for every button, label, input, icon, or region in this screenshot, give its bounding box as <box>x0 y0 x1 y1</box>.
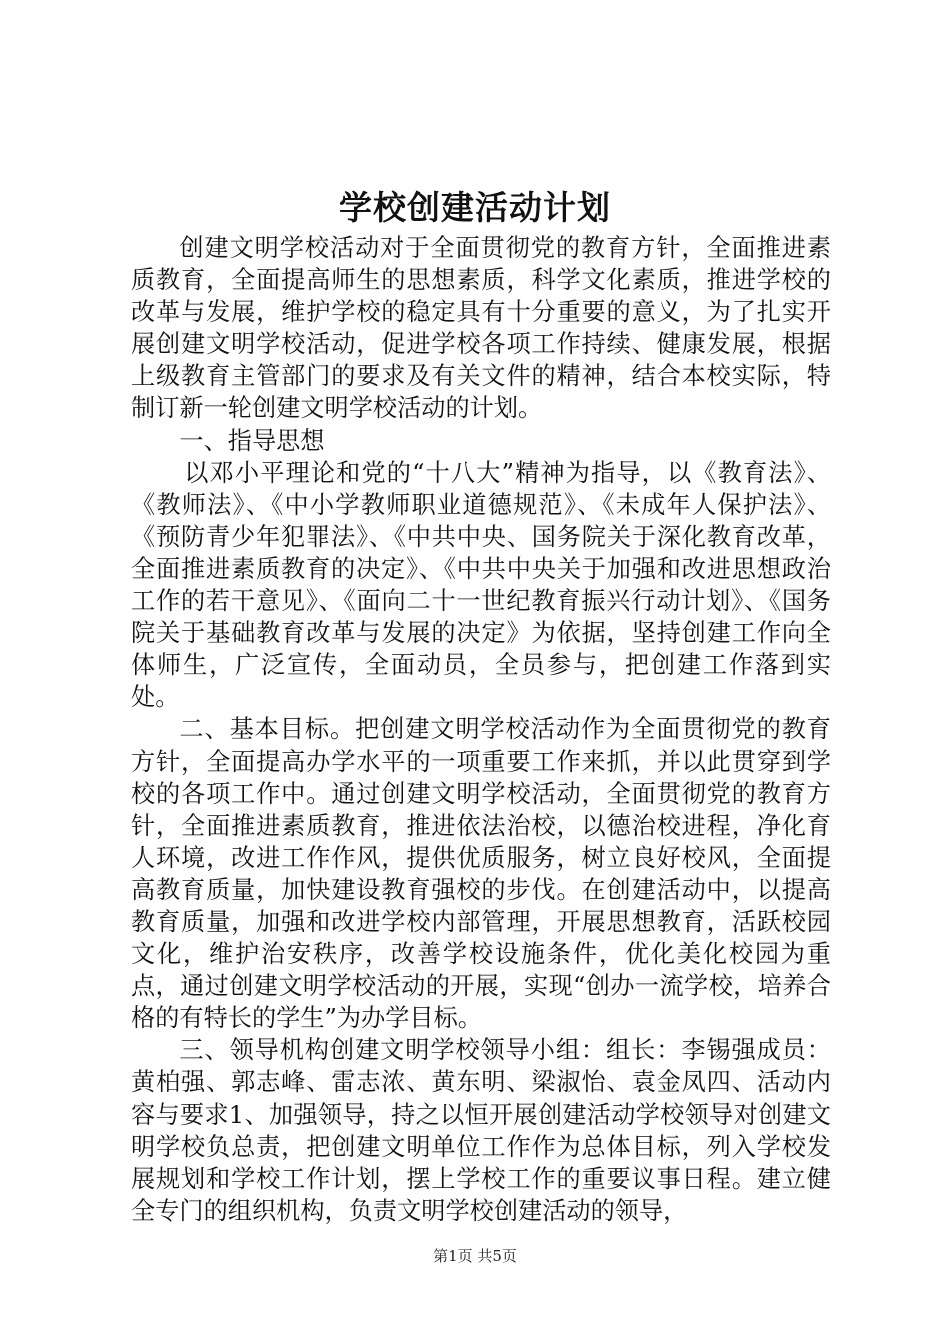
leadership-paragraph: 三、领导机构创建文明学校领导小组：组长：李锡强成员：黄柏强、郭志峰、雷志浓、黄东明、梁淑怡、袁金凤四、活动内容与要求1、加强领导，持之以恒开展创建活动学校领导对创建文明学校负总责，把创建文明单位工作作为总体目标，列入学校发展规划和学校工作计划，摆上学校工作的重要议事日程。建立健全专门的组织机构，负责文明学校创建活动的领导， <box>131 1036 831 1225</box>
page-number-footer: 第1页 共5页 <box>433 1247 517 1265</box>
document-title: 学校创建活动计划 <box>339 188 611 227</box>
basic-goals-paragraph: 二、基本目标。把创建文明学校活动作为全面贯彻党的教育方针，全面提高办学水平的一项重要工作来抓，并以此贯穿到学校的各项工作中。通过创建文明学校活动，全面贯彻党的教育方针，全面推进素质教育，推进依法治校，以德治校进程，净化育人环境，改进工作作风，提供优质服务，树立良好校风，全面提高教育质量，加快建设教育强校的步伐。在创建活动中，以提高教育质量，加强和改进学校内部管理，开展思想教育，活跃校园文化，维护治安秩序，改善学校设施条件，优化美化校园为重点，通过创建文明学校活动的开展，实现“创办一流学校，培养合格的有特长的学生”为办学目标。 <box>131 715 831 1033</box>
guiding-ideology-paragraph: 以邓小平理论和党的“十八大”精神为指导，以《教育法》、《教师法》、《中小学教师职业道德规范》、《未成年人保护法》、《预防青少年犯罪法》、《中共中央、国务院关于深化教育改革，全面推进素质教育的决定》、《中共中央关于加强和改进思想政治工作的若干意见》、《面向二十一世纪教育振兴行动计划》、《国务院关于基础教育改革与发展的决定》为依据，坚持创建工作向全体师生，广泛宣传，全面动员，全员参与，把创建工作落到实处。 <box>131 458 831 712</box>
document-body <box>131 232 831 1227</box>
section-heading-guiding-ideology: 一、指导思想 <box>179 426 325 455</box>
intro-paragraph: 创建文明学校活动对于全面贯彻党的教育方针，全面推进素质教育，全面提高师生的思想素质，科学文化素质，推进学校的改革与发展，维护学校的稳定具有十分重要的意义，为了扎实开展创建文明学校活动，促进学校各项工作持续、健康发展，根据上级教育主管部门的要求及有关文件的精神，结合本校实际，特制订新一轮创建文明学校活动的计划。 <box>131 234 831 423</box>
